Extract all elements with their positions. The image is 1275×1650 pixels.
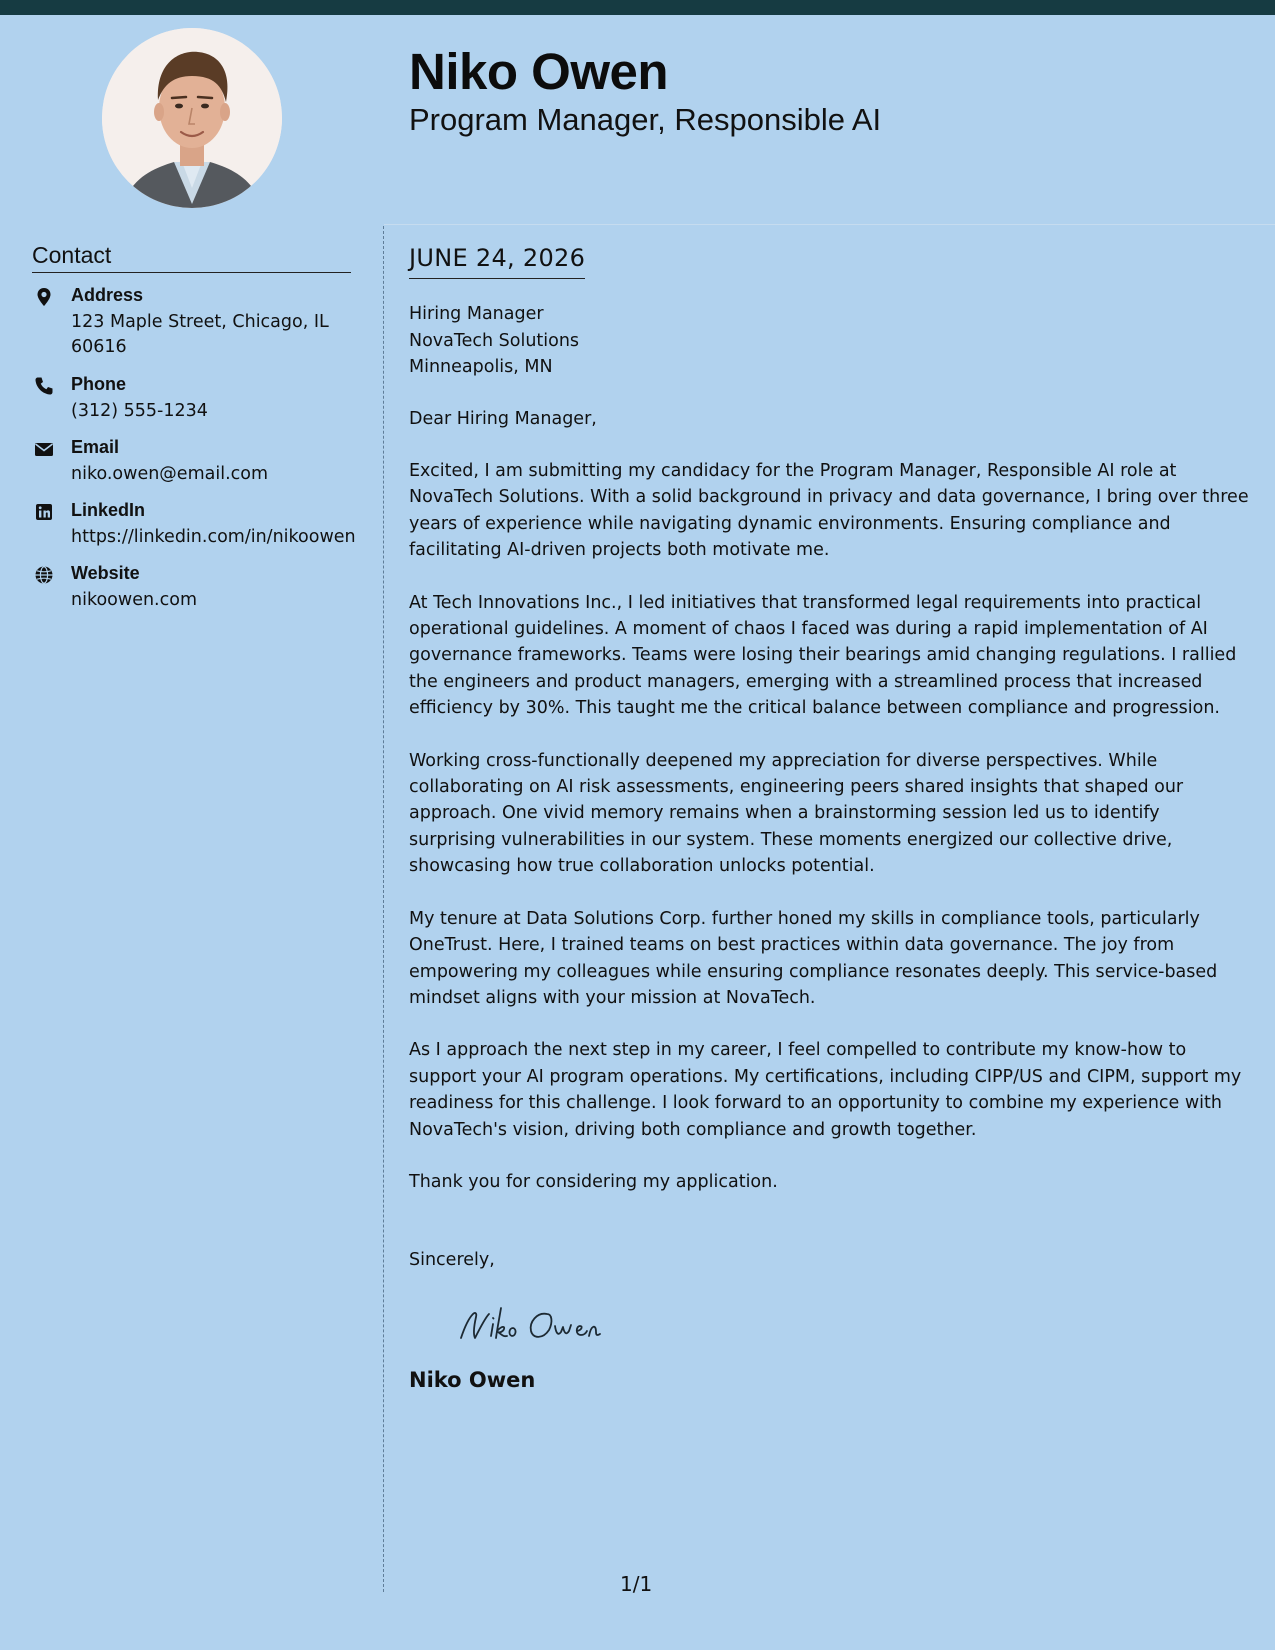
globe-icon — [34, 565, 54, 585]
page-number: 1/1 — [620, 1572, 653, 1596]
recipient-location: Minneapolis, MN — [409, 357, 553, 377]
contact-label: Email — [71, 437, 120, 457]
contact-value: 123 Maple Street, Chicago, IL 60616 — [71, 312, 329, 357]
contact-label: Phone — [71, 374, 127, 394]
letter-body — [409, 244, 1249, 1392]
letter-date: JUNE 24, 2026 — [409, 244, 585, 279]
contact-label: Website — [71, 563, 140, 583]
contact-value[interactable]: nikoowen.com — [71, 590, 197, 610]
recipient-block — [409, 301, 1249, 381]
body-paragraph: Thank you for considering my application. — [409, 1171, 778, 1192]
closing: Sincerely, — [409, 1250, 495, 1271]
contact-value[interactable]: https://linkedin.com/in/nikoowen — [71, 527, 356, 547]
body-paragraph: Excited, I am submitting my candidacy for the Program Manager, Responsible AI role at NovaTech Solutions. With a solid background in privacy and data governance, I bring over three years of experience while navigating dynamic environments. Ensuring compliance and facilitating AI-driven projects both motivate me. — [409, 461, 1249, 561]
profile-photo — [102, 28, 282, 208]
header-divider — [384, 224, 1275, 225]
recipient-name: Hiring Manager — [409, 304, 544, 324]
top-accent-bar — [0, 0, 1275, 15]
handwritten-signature — [455, 1300, 635, 1350]
signed-name: Niko Owen — [409, 1367, 536, 1392]
phone-icon — [34, 376, 54, 396]
linkedin-icon — [34, 502, 54, 522]
body-paragraph: As I approach the next step in my career, I feel compelled to contribute my know-how to support your AI program operations. My certifications, including CIPP/US and CIPM, support my readiness for this challenge. I look forward to an opportunity to combine my experience with NovaTech's vision, driving both compliance and growth together. — [409, 1040, 1242, 1140]
contact-value[interactable]: niko.owen@email.com — [71, 464, 269, 484]
body-paragraph: My tenure at Data Solutions Corp. further honed my skills in compliance tools, particularly OneTrust. Here, I trained teams on best practices within data governance. The joy from empowering my colleagues while ensuring compliance resonates deeply. This service-based mindset aligns with your mission at NovaTech. — [409, 908, 1218, 1008]
column-divider — [383, 226, 384, 1592]
contact-value: (312) 555-1234 — [71, 401, 208, 421]
envelope-icon — [34, 439, 54, 459]
body-paragraph: At Tech Innovations Inc., I led initiatives that transformed legal requirements into practical operational guidelines. A moment of chaos I faced was during a rapid implementation of AI governance frameworks. Teams were losing their bearings amid changing regulations. I rallied the engineers and product managers, emerging with a streamlined process that increased efficiency by 30%. This taught me the critical balance between compliance and progression. — [409, 592, 1237, 719]
location-pin-icon — [34, 287, 54, 307]
recipient-company: NovaTech Solutions — [409, 330, 580, 351]
header-job-title: Program Manager, Responsible AI — [409, 102, 882, 137]
contact-heading: Contact — [32, 242, 351, 273]
salutation: Dear Hiring Manager, — [409, 408, 597, 429]
body-paragraph: Working cross-functionally deepened my appreciation for diverse perspectives. While collaborating on AI risk assessments, engineering peers shared insights that shaped our approach. One vivid memory remains when a brainstorming session led us to identify surprising vulnerabilities in our system. These moments energized our collective drive, showcasing how true collaboration unlocks potential. — [409, 750, 1184, 877]
contact-label: LinkedIn — [71, 500, 146, 520]
contact-label: Address — [71, 285, 144, 305]
header-name: Niko Owen — [409, 43, 669, 100]
